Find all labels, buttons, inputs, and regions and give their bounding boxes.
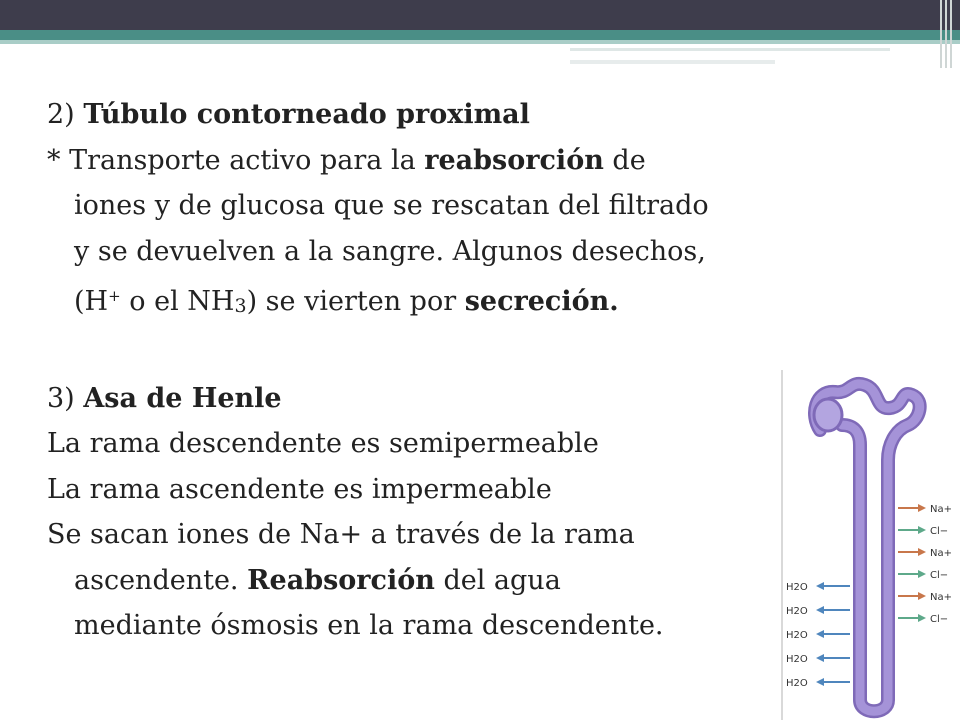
section-3-line-5: mediante ósmosis en la rama descendente. [74,610,664,641]
decorative-line [570,48,890,51]
section-2-line-1: * Transporte activo para la reabsorción de [47,144,646,176]
section-2-line-4: (H+ o el NH3) se vierten por secreción. [74,286,619,317]
section-3-line-2: La rama ascendente es impermeable [47,473,552,505]
section-3-line-1: La rama descendente es semipermeable [47,428,599,459]
section-3-line-4: ascendente. Reabsorción del agua [74,564,561,596]
ion-label: Na+ [930,592,952,603]
section-2-line-3: y se devuelven a la sangre. Algunos desechos, [74,235,706,267]
ion-label: Cl− [930,526,949,537]
water-label: H2O [786,654,808,665]
section-2-title: Túbulo contorneado proximal [83,99,530,130]
water-label: H2O [786,606,808,617]
decorative-edge-lines [940,0,956,68]
ion-label: Na+ [930,548,952,559]
section-3-title: Asa de Henle [83,382,282,414]
header-stripe [0,30,960,40]
water-label: H2O [786,630,808,641]
water-label: H2O [786,678,808,689]
loop-of-henle-figure [780,370,960,720]
decorative-line [570,60,775,64]
header-stripe-light [0,40,960,44]
ion-label: Na+ [930,504,952,515]
section-3-line-3: Se sacan iones de Na+ a través de la rama [47,519,635,550]
section-3-heading: 3) Asa de Henle [47,382,282,414]
section-2-heading: 2) Túbulo contorneado proximal [47,99,530,130]
ion-label: Cl− [930,614,949,625]
water-label: H2O [786,582,808,593]
slide-body [47,92,807,649]
header-bar [0,0,960,30]
section-2-line-2: iones y de glucosa que se rescatan del filtrado [74,190,709,221]
ion-label: Cl− [930,570,949,581]
